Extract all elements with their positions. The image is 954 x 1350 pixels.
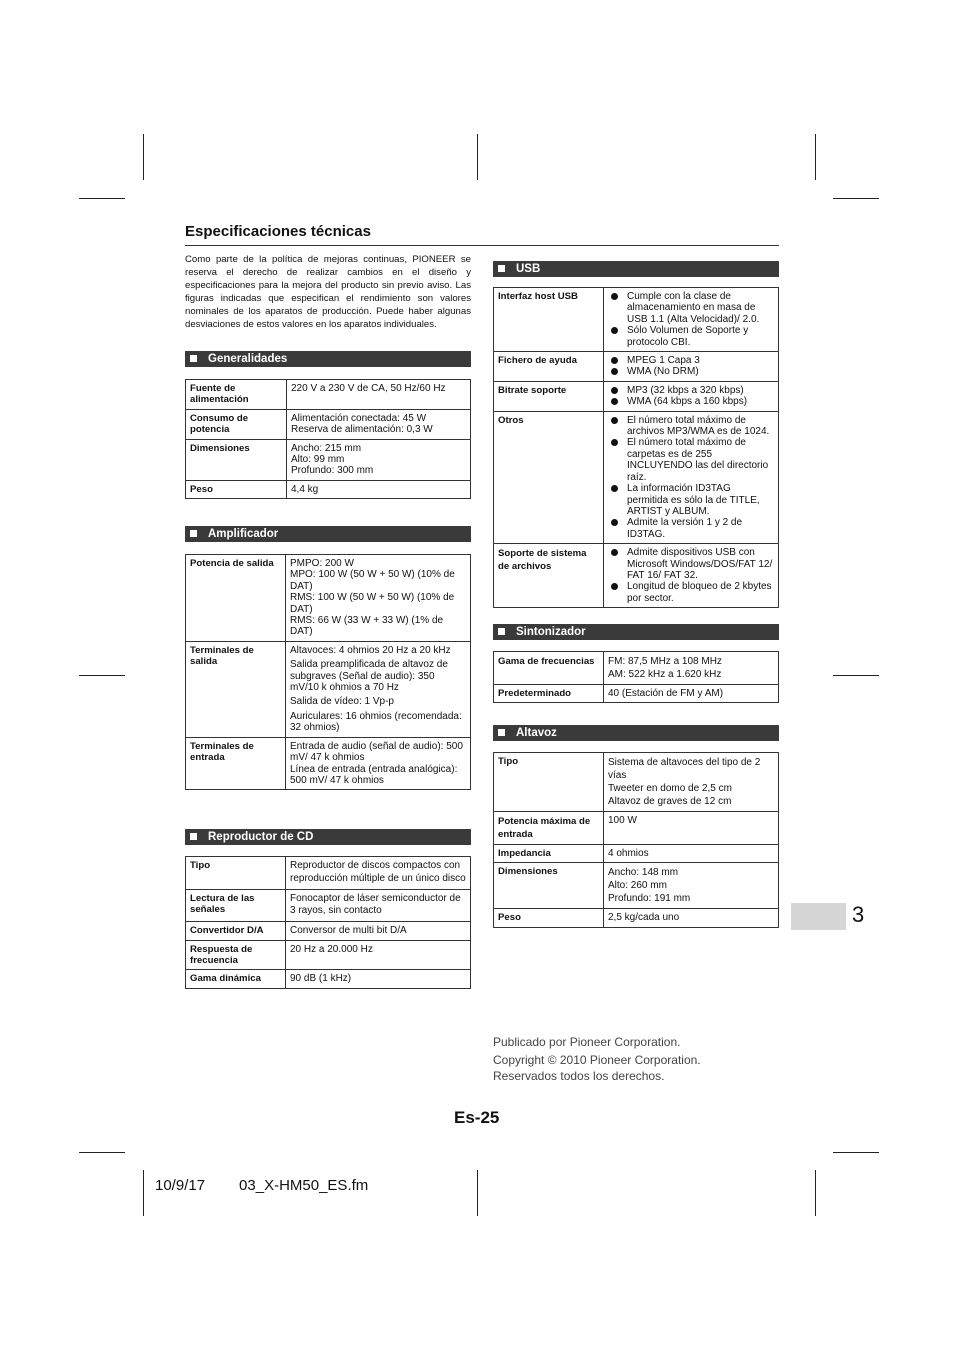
crop-mark <box>143 134 144 180</box>
list-item: Admite la versión 1 y 2 de ID3TAG. <box>608 517 774 540</box>
spec-value: 2,5 kg/cada uno <box>604 909 779 927</box>
table-row <box>186 970 471 988</box>
crop-mark <box>477 1170 478 1216</box>
intro-paragraph: Como parte de la política de mejoras continuas, PIONEER se reserva el derecho de realizar cambios en el diseño y especificaciones para la mejora del producto sin previo aviso. Las figuras indicadas que especifican el rendimiento son valores nominales de los aparatos de producción. Puede haber algunas desviaciones de estos valores en los aparatos individuales. <box>185 254 471 330</box>
section-cd-heading: Reproductor de CD <box>185 829 471 845</box>
table-row <box>494 753 779 812</box>
spec-key: Tipo <box>186 857 286 890</box>
spec-key: Potencia de salida <box>186 555 286 642</box>
spec-value: PMPO: 200 W MPO: 100 W (50 W + 50 W) (10% de DAT) RMS: 100 W (50 W + 50 W) (10% de DAT) RMS: 66 W (33 W + 33 W) (1% de DAT) <box>286 555 471 642</box>
table-row <box>494 685 779 703</box>
crop-mark <box>143 1170 144 1216</box>
sintonizador-table <box>493 651 779 703</box>
spec-key: Otros <box>494 411 604 543</box>
square-bullet-icon <box>190 355 197 362</box>
chapter-tab <box>791 903 846 930</box>
square-bullet-icon <box>498 265 505 272</box>
spec-value: 220 V a 230 V de CA, 50 Hz/60 Hz <box>287 380 471 410</box>
spec-value: Altavoces: 4 ohmios 20 Hz a 20 kHz Salida preamplificada de altavoz de subgraves (Señal de audio): 350 mV/10 k ohmios a 70 Hz Salida de vídeo: 1 Vp-p Auriculares: 16 ohmios (recomendada: 32 ohmios) <box>286 641 471 737</box>
spec-key: Predeterminado <box>494 685 604 703</box>
crop-mark <box>79 675 125 676</box>
table-row <box>494 812 779 845</box>
section-sintonizador-heading: Sintonizador <box>493 624 779 640</box>
spec-value: Ancho: 215 mm Alto: 99 mm Profundo: 300 mm <box>287 439 471 480</box>
spec-key: Soporte de sistema de archivos <box>494 544 604 608</box>
spec-key: Impedancia <box>494 845 604 863</box>
spec-value: Sistema de altavoces del tipo de 2 vías Tweeter en domo de 2,5 cm Altavoz de graves de 12 cm <box>604 753 779 812</box>
spec-key: Tipo <box>494 753 604 812</box>
spec-key: Interfaz host USB <box>494 288 604 352</box>
altavoz-table <box>493 752 779 928</box>
generalidades-table <box>185 379 471 499</box>
square-bullet-icon <box>190 833 197 840</box>
publisher-line: Publicado por Pioneer Corporation. <box>493 1035 681 1049</box>
table-row <box>186 380 471 410</box>
spec-key: Potencia máxima de entrada <box>494 812 604 845</box>
spec-key: Lectura de las señales <box>186 889 286 922</box>
list-item: MP3 (32 kbps a 320 kbps) <box>608 385 774 396</box>
crop-mark <box>833 1152 879 1153</box>
spec-value <box>604 544 779 608</box>
spec-value: Fonocaptor de láser semiconductor de 3 rayos, sin contacto <box>286 889 471 922</box>
spec-key: Terminales de entrada <box>186 737 286 790</box>
print-slug <box>155 1177 368 1194</box>
table-row <box>494 381 779 411</box>
chapter-number: 3 <box>852 902 865 927</box>
table-row <box>494 652 779 685</box>
section-altavoz-heading: Altavoz <box>493 725 779 741</box>
spec-key: Fuente de alimentación <box>186 380 287 410</box>
copyright-line: Copyright © 2010 Pioneer Corporation. <box>493 1053 701 1067</box>
spec-value: 90 dB (1 kHz) <box>286 970 471 988</box>
table-row <box>186 409 471 439</box>
spec-value: Ancho: 148 mm Alto: 260 mm Profundo: 191 mm <box>604 863 779 909</box>
spec-key: Dimensiones <box>186 439 287 480</box>
table-row <box>186 857 471 890</box>
spec-value: Conversor de multi bit D/A <box>286 922 471 940</box>
spec-key: Peso <box>186 480 287 498</box>
table-row <box>186 439 471 480</box>
section-amplificador-heading: Amplificador <box>185 526 471 542</box>
spec-key: Respuesta de frecuencia <box>186 940 286 970</box>
spec-key: Dimensiones <box>494 863 604 909</box>
table-row <box>186 641 471 737</box>
square-bullet-icon <box>190 530 197 537</box>
table-row <box>494 352 779 382</box>
square-bullet-icon <box>498 628 505 635</box>
table-row <box>494 863 779 909</box>
spec-value <box>604 381 779 411</box>
crop-mark <box>833 198 879 199</box>
page-title: Especificaciones técnicas <box>185 223 371 240</box>
spec-key: Fichero de ayuda <box>494 352 604 382</box>
spec-value: 20 Hz a 20.000 Hz <box>286 940 471 970</box>
spec-value <box>604 352 779 382</box>
spec-value: 40 (Estación de FM y AM) <box>604 685 779 703</box>
table-row <box>186 922 471 940</box>
spec-key: Consumo de potencia <box>186 409 287 439</box>
spec-key: Gama de frecuencias <box>494 652 604 685</box>
spec-key: Gama dinámica <box>186 970 286 988</box>
spec-key: Terminales de salida <box>186 641 286 737</box>
table-row <box>494 909 779 927</box>
table-row <box>494 288 779 352</box>
crop-mark <box>79 1152 125 1153</box>
spec-value: 100 W <box>604 812 779 845</box>
spec-key: Bitrate soporte <box>494 381 604 411</box>
table-row <box>186 555 471 642</box>
title-rule <box>185 245 779 246</box>
list-item: Sólo Volumen de Soporte y protocolo CBI. <box>608 325 774 348</box>
spec-value: Alimentación conectada: 45 W Reserva de alimentación: 0,3 W <box>287 409 471 439</box>
table-row <box>494 544 779 608</box>
list-item: La información ID3TAG permitida es sólo la de TITLE, ARTIST y ALBUM. <box>608 483 774 517</box>
section-generalidades-heading: Generalidades <box>185 351 471 367</box>
spec-value: 4,4 kg <box>287 480 471 498</box>
spec-value: 4 ohmios <box>604 845 779 863</box>
list-item: El número total máximo de archivos MP3/WMA es de 1024. <box>608 415 774 438</box>
table-row <box>186 940 471 970</box>
table-row <box>186 480 471 498</box>
list-item: Cumple con la clase de almacenamiento en masa de USB 1.1 (Alta Velocidad)/ 2.0. <box>608 291 774 325</box>
list-item: El número total máximo de carpetas es de 255 INCLUYENDO las del directorio raíz. <box>608 437 774 483</box>
publisher-notice <box>493 1034 701 1084</box>
section-usb-heading: USB <box>493 261 779 277</box>
list-item: Admite dispositivos USB con Microsoft Windows/DOS/FAT 12/ FAT 16/ FAT 32. <box>608 547 774 581</box>
spec-value: FM: 87,5 MHz a 108 MHz AM: 522 kHz a 1.620 kHz <box>604 652 779 685</box>
crop-mark <box>815 134 816 180</box>
table-row <box>494 411 779 543</box>
amplificador-table <box>185 554 471 790</box>
square-bullet-icon <box>498 729 505 736</box>
slug-date: 10/9/17 <box>155 1177 206 1194</box>
list-item: WMA (No DRM) <box>608 366 774 377</box>
table-row <box>186 737 471 790</box>
spec-key: Convertidor D/A <box>186 922 286 940</box>
spec-value: Entrada de audio (señal de audio): 500 mV/ 47 k ohmios Línea de entrada (entrada analógica): 500 mV/ 47 k ohmios <box>286 737 471 790</box>
spec-value <box>604 288 779 352</box>
list-item: Longitud de bloqueo de 2 kbytes por sector. <box>608 581 774 604</box>
rights-line: Reservados todos los derechos. <box>493 1069 665 1083</box>
table-row <box>186 889 471 922</box>
crop-mark <box>477 134 478 180</box>
crop-mark <box>815 1170 816 1216</box>
page-number: Es-25 <box>454 1108 500 1127</box>
slug-file: 03_X-HM50_ES.fm <box>239 1177 369 1194</box>
spec-value: Reproductor de discos compactos con reproducción múltiple de un único disco <box>286 857 471 890</box>
list-item: WMA (64 kbps a 160 kbps) <box>608 396 774 407</box>
spec-value <box>604 411 779 543</box>
list-item: MPEG 1 Capa 3 <box>608 355 774 366</box>
cd-table <box>185 856 471 989</box>
crop-mark <box>79 198 125 199</box>
crop-mark <box>833 675 879 676</box>
usb-table <box>493 287 779 608</box>
spec-key: Peso <box>494 909 604 927</box>
table-row <box>494 845 779 863</box>
